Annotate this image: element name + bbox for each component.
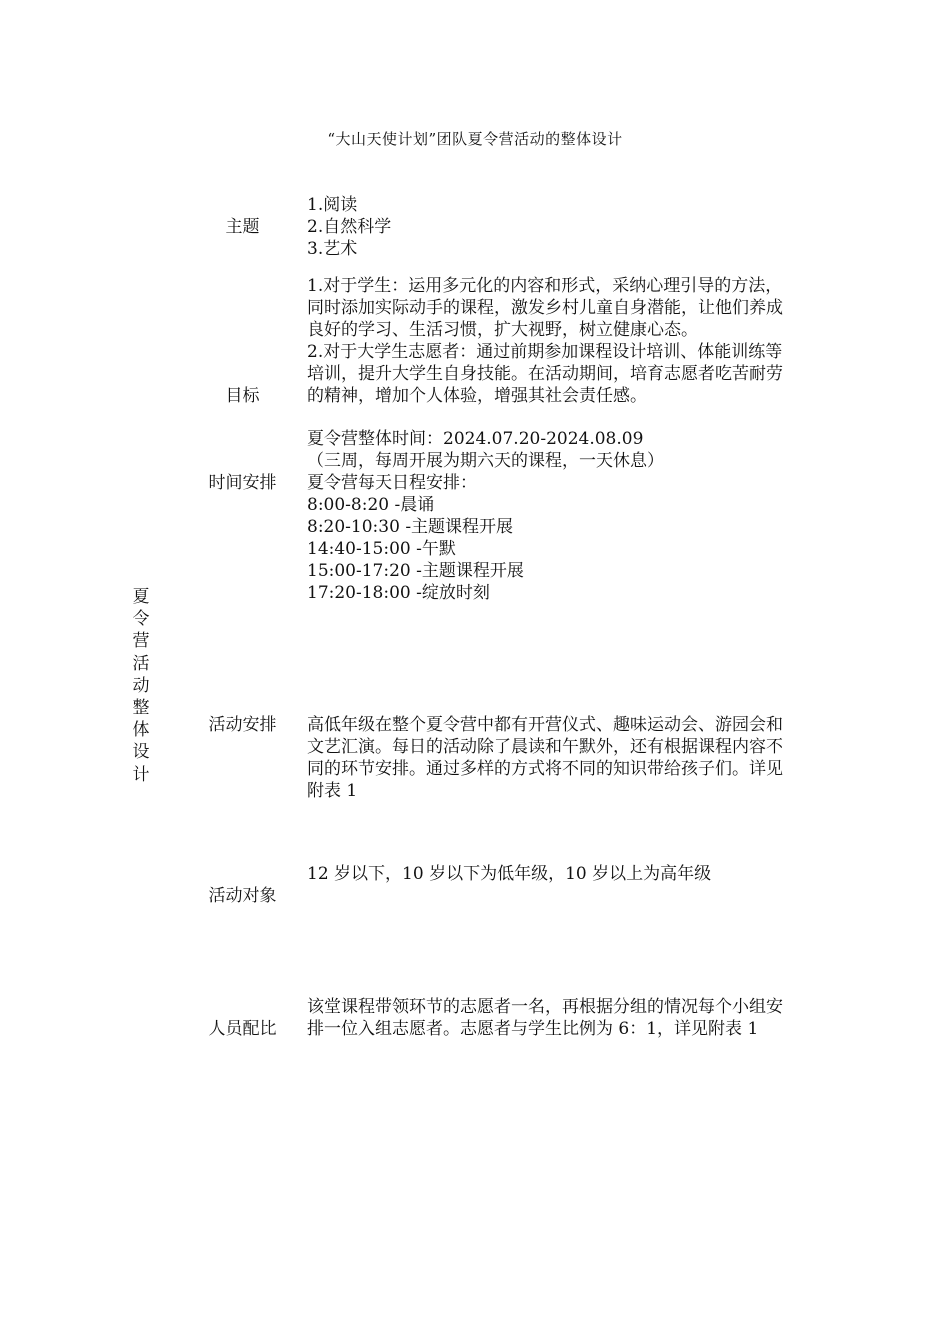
vertical-label-char: 动 [132, 675, 150, 696]
vertical-label-char: 整 [132, 698, 150, 719]
goal-line: 的精神，增加个人体验，增强其社会责任感。 [307, 386, 647, 406]
row-label-staffing: 人员配比 [208, 1019, 277, 1039]
goal-line: 同时添加实际动手的课程，激发乡村儿童自身潜能，让他们养成 [307, 298, 783, 318]
schedule-line: 17:20-18:00 -绽放时刻 [307, 583, 490, 603]
activities-line: 高低年级在整个夏令营中都有开营仪式、趣味运动会、游园会和 [307, 715, 783, 735]
row-content-staffing [307, 996, 847, 1040]
theme-line: 1.阅读 [307, 195, 358, 215]
schedule-line: 15:00-17:20 -主题课程开展 [307, 561, 524, 581]
row-label-theme: 主题 [225, 217, 260, 237]
row-content-activities [307, 714, 847, 802]
vertical-label-char: 体 [132, 720, 150, 741]
schedule-line: 8:20-10:30 -主题课程开展 [307, 517, 514, 537]
schedule-line: 夏令营每天日程安排： [307, 473, 477, 493]
row-content-schedule [307, 428, 847, 604]
staffing-line: 该堂课程带领环节的志愿者一名，再根据分组的情况每个小组安 [307, 997, 783, 1017]
row-label-activities: 活动安排 [208, 715, 277, 735]
vertical-label-char: 活 [132, 653, 150, 674]
vertical-label-char: 计 [132, 764, 150, 785]
goal-line: 1.对于学生：运用多元化的内容和形式，采纳心理引导的方法， [307, 276, 783, 296]
goal-line: 2.对于大学生志愿者：通过前期参加课程设计培训、体能训练等 [307, 342, 783, 362]
vertical-label-char: 令 [132, 609, 150, 630]
schedule-line: 14:40-15:00 -午默 [307, 539, 456, 559]
activities-line: 附表 1 [307, 781, 358, 801]
schedule-line: 夏令营整体时间：2024.07.20-2024.08.09 [307, 429, 644, 449]
goal-line: 培训，提升大学生自身技能。在活动期间，培育志愿者吃苦耐劳 [307, 364, 783, 384]
activities-line: 文艺汇演。每日的活动除了晨读和午默外，还有根据课程内容不 [307, 737, 783, 757]
row-content-targets [307, 863, 847, 885]
row-label-targets: 活动对象 [208, 886, 277, 906]
document-title: “大山天使计划”团队夏令营活动的整体设计 [327, 130, 623, 148]
row-content-theme [307, 194, 847, 260]
targets-line: 12 岁以下，10 岁以下为低年级，10 岁以上为高年级 [307, 864, 712, 884]
theme-line: 3.艺术 [307, 239, 358, 259]
activities-line: 同的环节安排。通过多样的方式将不同的知识带给孩子们。详见 [307, 759, 783, 779]
vertical-label-char: 设 [132, 742, 150, 763]
row-label-goal: 目标 [225, 386, 260, 406]
schedule-line: 8:00-8:20 -晨诵 [307, 495, 435, 515]
theme-line: 2.自然科学 [307, 217, 392, 237]
vertical-section-label [128, 586, 154, 786]
vertical-label-char: 夏 [132, 587, 150, 607]
schedule-line: （三周，每周开展为期六天的课程，一天休息） [307, 451, 664, 471]
goal-line: 良好的学习、生活习惯，扩大视野，树立健康心态。 [307, 320, 698, 340]
row-content-goal [307, 275, 847, 407]
row-label-schedule: 时间安排 [208, 473, 277, 493]
staffing-line: 排一位入组志愿者。志愿者与学生比例为 6：1，详见附表 1 [307, 1019, 759, 1039]
vertical-label-char: 营 [132, 631, 150, 652]
